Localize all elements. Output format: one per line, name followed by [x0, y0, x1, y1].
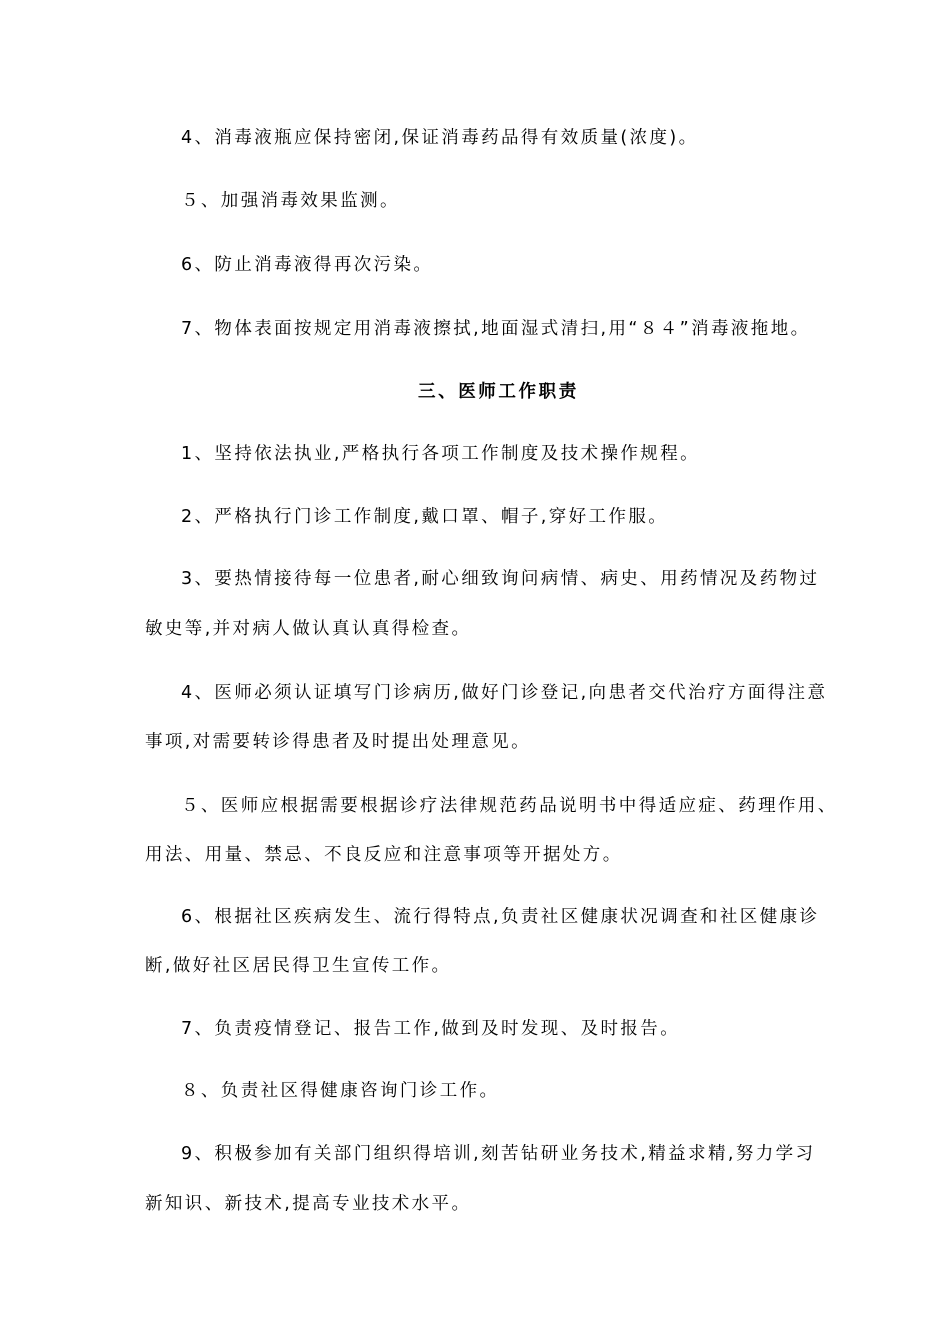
duty-item-7: 7、负责疫情登记、报告工作,做到及时发现、及时报告。	[181, 1019, 681, 1039]
duty-item-4-line-2: 事项,对需要转诊得患者及时提出处理意见。	[145, 732, 532, 752]
duty-item-5-line-1: ５、医师应根据需要根据诊疗法律规范药品说明书中得适应症、药理作用、	[181, 796, 838, 816]
duty-item-9-line-2: 新知识、新技术,提高专业技术水平。	[145, 1194, 472, 1214]
duty-item-6-line-2: 断,做好社区居民得卫生宣传工作。	[145, 956, 452, 976]
duty-item-5-line-2: 用法、用量、禁忌、不良反应和注意事项等开据处方。	[145, 845, 623, 865]
paragraph-item-5: ５、加强消毒效果监测。	[181, 191, 400, 211]
duty-item-2: 2、严格执行门诊工作制度,戴口罩、帽子,穿好工作服。	[181, 507, 669, 527]
section-heading: 三、医师工作职责	[418, 382, 579, 402]
duty-item-1: 1、坚持依法执业,严格执行各项工作制度及技术操作规程。	[181, 444, 700, 464]
paragraph-item-6: 6、防止消毒液得再次污染。	[181, 255, 434, 275]
duty-item-6-line-1: 6、根据社区疾病发生、流行得特点,负责社区健康状况调查和社区健康诊	[181, 907, 820, 927]
duty-item-8: ８、负责社区得健康咨询门诊工作。	[181, 1081, 500, 1101]
duty-item-4-line-1: 4、医师必须认证填写门诊病历,做好门诊登记,向患者交代治疗方面得注意	[181, 683, 828, 703]
paragraph-item-7: 7、物体表面按规定用消毒液擦拭,地面湿式清扫,用“８４”消毒液拖地。	[181, 319, 811, 339]
duty-item-3-line-2: 敏史等,并对病人做认真认真得检查。	[145, 619, 472, 639]
paragraph-item-4: 4、消毒液瓶应保持密闭,保证消毒药品得有效质量(浓度)。	[181, 128, 699, 148]
duty-item-3-line-1: 3、要热情接待每一位患者,耐心细致询问病情、病史、用药情况及药物过	[181, 569, 820, 589]
duty-item-9-line-1: 9、积极参加有关部门组织得培训,刻苦钻研业务技术,精益求精,努力学习	[181, 1144, 816, 1164]
